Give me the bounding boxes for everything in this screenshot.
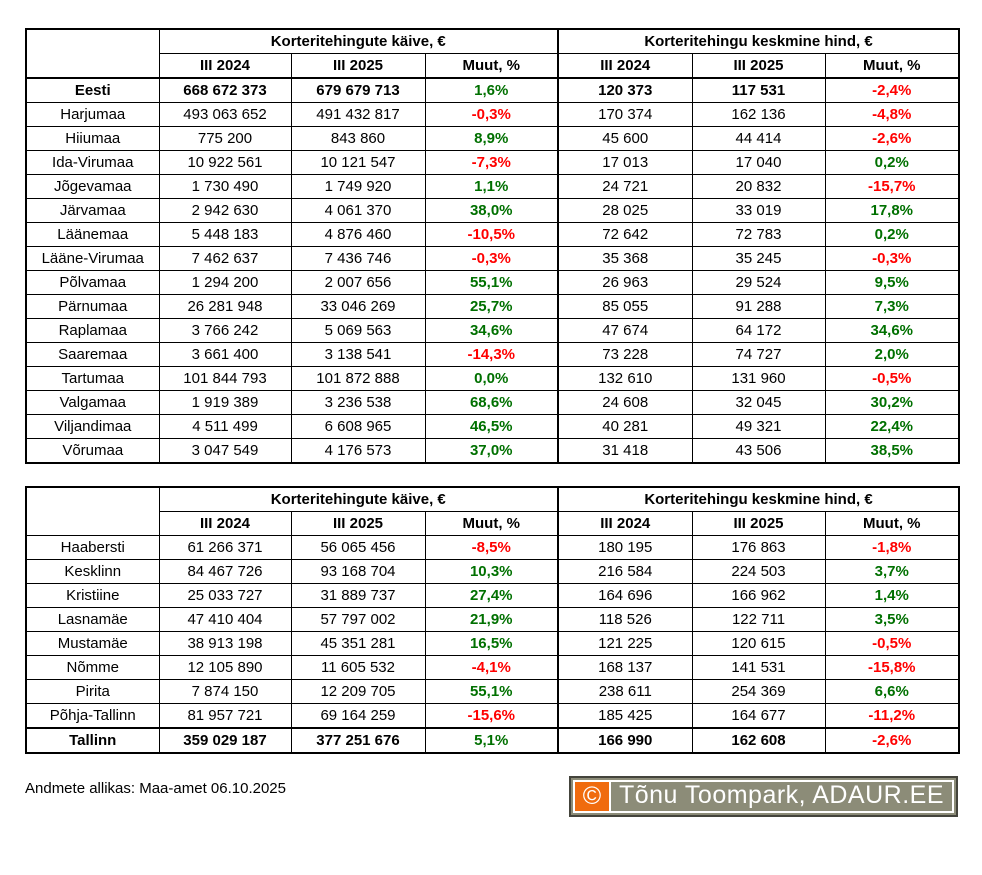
change-percent-cell: -0,3%	[425, 247, 558, 271]
change-percent-cell: 38,0%	[425, 199, 558, 223]
col-header-iii-2025: III 2025	[692, 54, 825, 79]
row-label: Pirita	[26, 680, 159, 704]
value-cell: 254 369	[692, 680, 825, 704]
value-cell: 170 374	[558, 103, 692, 127]
change-percent-cell: 34,6%	[825, 319, 959, 343]
row-label: Tallinn	[26, 728, 159, 753]
row-label: Raplamaa	[26, 319, 159, 343]
col-header-iii-2025: III 2025	[291, 512, 425, 536]
value-cell: 162 136	[692, 103, 825, 127]
table-row	[26, 632, 959, 656]
value-cell: 118 526	[558, 608, 692, 632]
value-cell: 5 069 563	[291, 319, 425, 343]
value-cell: 29 524	[692, 271, 825, 295]
value-cell: 10 121 547	[291, 151, 425, 175]
change-percent-cell: 0,2%	[825, 223, 959, 247]
change-percent-cell: -15,8%	[825, 656, 959, 680]
value-cell: 775 200	[159, 127, 291, 151]
change-percent-cell: -2,4%	[825, 78, 959, 103]
value-cell: 216 584	[558, 560, 692, 584]
value-cell: 69 164 259	[291, 704, 425, 729]
table-row	[26, 656, 959, 680]
value-cell: 35 245	[692, 247, 825, 271]
value-cell: 3 236 538	[291, 391, 425, 415]
value-cell: 33 046 269	[291, 295, 425, 319]
turnover-group-header: Korteritehingute käive, €	[159, 29, 558, 54]
value-cell: 679 679 713	[291, 78, 425, 103]
watermark-inner	[573, 780, 954, 813]
value-cell: 11 605 532	[291, 656, 425, 680]
value-cell: 7 462 637	[159, 247, 291, 271]
corner-cell	[26, 29, 159, 78]
col-header-muut: Muut, %	[425, 54, 558, 79]
value-cell: 101 844 793	[159, 367, 291, 391]
value-cell: 31 889 737	[291, 584, 425, 608]
change-percent-cell: 21,9%	[425, 608, 558, 632]
table-row	[26, 78, 959, 103]
change-percent-cell: -0,5%	[825, 632, 959, 656]
value-cell: 47 410 404	[159, 608, 291, 632]
value-cell: 38 913 198	[159, 632, 291, 656]
table-row	[26, 391, 959, 415]
table-row	[26, 536, 959, 560]
value-cell: 24 608	[558, 391, 692, 415]
row-label: Haabersti	[26, 536, 159, 560]
value-cell: 49 321	[692, 415, 825, 439]
value-cell: 162 608	[692, 728, 825, 753]
table-row	[26, 584, 959, 608]
value-cell: 64 172	[692, 319, 825, 343]
value-cell: 1 749 920	[291, 175, 425, 199]
change-percent-cell: -8,5%	[425, 536, 558, 560]
value-cell: 168 137	[558, 656, 692, 680]
watermark-text: Tõnu Toompark, ADAUR.EE	[618, 781, 944, 809]
value-cell: 377 251 676	[291, 728, 425, 753]
change-percent-cell: 3,5%	[825, 608, 959, 632]
table-row	[26, 560, 959, 584]
value-cell: 3 661 400	[159, 343, 291, 367]
value-cell: 84 467 726	[159, 560, 291, 584]
change-percent-cell: 8,9%	[425, 127, 558, 151]
change-percent-cell: -15,6%	[425, 704, 558, 729]
change-percent-cell: 25,7%	[425, 295, 558, 319]
column-header-row	[26, 54, 959, 79]
table-row	[26, 367, 959, 391]
value-cell: 12 105 890	[159, 656, 291, 680]
col-header-iii-2025: III 2025	[291, 54, 425, 79]
value-cell: 7 436 746	[291, 247, 425, 271]
value-cell: 3 138 541	[291, 343, 425, 367]
value-cell: 185 425	[558, 704, 692, 729]
value-cell: 74 727	[692, 343, 825, 367]
table-row	[26, 295, 959, 319]
table-row	[26, 223, 959, 247]
change-percent-cell: -0,5%	[825, 367, 959, 391]
watermark-badge	[569, 776, 958, 817]
row-label: Viljandimaa	[26, 415, 159, 439]
value-cell: 17 040	[692, 151, 825, 175]
table-row	[26, 151, 959, 175]
value-cell: 45 351 281	[291, 632, 425, 656]
value-cell: 1 294 200	[159, 271, 291, 295]
change-percent-cell: -1,8%	[825, 536, 959, 560]
value-cell: 72 783	[692, 223, 825, 247]
change-percent-cell: -4,1%	[425, 656, 558, 680]
value-cell: 668 672 373	[159, 78, 291, 103]
table-row	[26, 680, 959, 704]
row-label: Lasnamäe	[26, 608, 159, 632]
value-cell: 141 531	[692, 656, 825, 680]
table-row	[26, 608, 959, 632]
value-cell: 359 029 187	[159, 728, 291, 753]
change-percent-cell: 27,4%	[425, 584, 558, 608]
value-cell: 117 531	[692, 78, 825, 103]
row-label: Saaremaa	[26, 343, 159, 367]
change-percent-cell: 68,6%	[425, 391, 558, 415]
change-percent-cell: 9,5%	[825, 271, 959, 295]
row-label: Põhja-Tallinn	[26, 704, 159, 729]
change-percent-cell: -14,3%	[425, 343, 558, 367]
change-percent-cell: 38,5%	[825, 439, 959, 464]
value-cell: 164 677	[692, 704, 825, 729]
change-percent-cell: 0,2%	[825, 151, 959, 175]
county-table	[25, 28, 960, 464]
column-header-row	[26, 512, 959, 536]
change-percent-cell: 1,6%	[425, 78, 558, 103]
value-cell: 40 281	[558, 415, 692, 439]
turnover-group-header: Korteritehingute käive, €	[159, 487, 558, 512]
value-cell: 91 288	[692, 295, 825, 319]
value-cell: 120 373	[558, 78, 692, 103]
row-label: Tartumaa	[26, 367, 159, 391]
value-cell: 176 863	[692, 536, 825, 560]
change-percent-cell: 17,8%	[825, 199, 959, 223]
value-cell: 31 418	[558, 439, 692, 464]
value-cell: 45 600	[558, 127, 692, 151]
table-row	[26, 415, 959, 439]
value-cell: 121 225	[558, 632, 692, 656]
col-header-muut: Muut, %	[425, 512, 558, 536]
table-row	[26, 103, 959, 127]
tallinn-district-table	[25, 486, 960, 754]
table-row	[26, 319, 959, 343]
value-cell: 10 922 561	[159, 151, 291, 175]
change-percent-cell: 22,4%	[825, 415, 959, 439]
data-source-text: Andmete allikas: Maa-amet 06.10.2025	[25, 780, 286, 797]
value-cell: 93 168 704	[291, 560, 425, 584]
value-cell: 493 063 652	[159, 103, 291, 127]
value-cell: 44 414	[692, 127, 825, 151]
value-cell: 72 642	[558, 223, 692, 247]
value-cell: 164 696	[558, 584, 692, 608]
group-header-row	[26, 29, 959, 54]
value-cell: 224 503	[692, 560, 825, 584]
table-row	[26, 271, 959, 295]
table-row	[26, 175, 959, 199]
table-row	[26, 199, 959, 223]
value-cell: 12 209 705	[291, 680, 425, 704]
value-cell: 101 872 888	[291, 367, 425, 391]
change-percent-cell: -15,7%	[825, 175, 959, 199]
value-cell: 57 797 002	[291, 608, 425, 632]
col-header-iii-2024: III 2024	[159, 512, 291, 536]
value-cell: 43 506	[692, 439, 825, 464]
table-row	[26, 728, 959, 753]
value-cell: 122 711	[692, 608, 825, 632]
change-percent-cell: 16,5%	[425, 632, 558, 656]
value-cell: 132 610	[558, 367, 692, 391]
avg-price-group-header: Korteritehingu keskmine hind, €	[558, 29, 959, 54]
value-cell: 2 007 656	[291, 271, 425, 295]
change-percent-cell: 5,1%	[425, 728, 558, 753]
value-cell: 238 611	[558, 680, 692, 704]
row-label: Läänemaa	[26, 223, 159, 247]
row-label: Põlvamaa	[26, 271, 159, 295]
value-cell: 843 860	[291, 127, 425, 151]
table-row	[26, 439, 959, 464]
col-header-iii-2024: III 2024	[159, 54, 291, 79]
change-percent-cell: -0,3%	[825, 247, 959, 271]
change-percent-cell: 1,1%	[425, 175, 558, 199]
change-percent-cell: -2,6%	[825, 728, 959, 753]
change-percent-cell: 10,3%	[425, 560, 558, 584]
value-cell: 81 957 721	[159, 704, 291, 729]
row-label: Pärnumaa	[26, 295, 159, 319]
value-cell: 85 055	[558, 295, 692, 319]
value-cell: 180 195	[558, 536, 692, 560]
value-cell: 33 019	[692, 199, 825, 223]
row-label: Nõmme	[26, 656, 159, 680]
row-label: Kristiine	[26, 584, 159, 608]
row-label: Mustamäe	[26, 632, 159, 656]
change-percent-cell: 34,6%	[425, 319, 558, 343]
value-cell: 6 608 965	[291, 415, 425, 439]
col-header-iii-2025: III 2025	[692, 512, 825, 536]
row-label: Lääne-Virumaa	[26, 247, 159, 271]
change-percent-cell: -7,3%	[425, 151, 558, 175]
col-header-muut: Muut, %	[825, 512, 959, 536]
value-cell: 61 266 371	[159, 536, 291, 560]
change-percent-cell: 6,6%	[825, 680, 959, 704]
change-percent-cell: 7,3%	[825, 295, 959, 319]
row-label: Kesklinn	[26, 560, 159, 584]
change-percent-cell: 30,2%	[825, 391, 959, 415]
change-percent-cell: 55,1%	[425, 271, 558, 295]
row-label: Valgamaa	[26, 391, 159, 415]
value-cell: 24 721	[558, 175, 692, 199]
row-label: Harjumaa	[26, 103, 159, 127]
corner-cell	[26, 487, 159, 536]
table-row	[26, 247, 959, 271]
value-cell: 26 281 948	[159, 295, 291, 319]
value-cell: 4 176 573	[291, 439, 425, 464]
value-cell: 4 511 499	[159, 415, 291, 439]
value-cell: 131 960	[692, 367, 825, 391]
col-header-iii-2024: III 2024	[558, 512, 692, 536]
value-cell: 3 047 549	[159, 439, 291, 464]
value-cell: 1 730 490	[159, 175, 291, 199]
value-cell: 491 432 817	[291, 103, 425, 127]
value-cell: 1 919 389	[159, 391, 291, 415]
copyright-icon: ©	[575, 782, 611, 811]
row-label: Ida-Virumaa	[26, 151, 159, 175]
table-row	[26, 343, 959, 367]
value-cell: 20 832	[692, 175, 825, 199]
table-row	[26, 127, 959, 151]
value-cell: 166 990	[558, 728, 692, 753]
value-cell: 4 876 460	[291, 223, 425, 247]
value-cell: 32 045	[692, 391, 825, 415]
value-cell: 73 228	[558, 343, 692, 367]
value-cell: 17 013	[558, 151, 692, 175]
change-percent-cell: -2,6%	[825, 127, 959, 151]
col-header-muut: Muut, %	[825, 54, 959, 79]
value-cell: 35 368	[558, 247, 692, 271]
value-cell: 120 615	[692, 632, 825, 656]
change-percent-cell: 46,5%	[425, 415, 558, 439]
change-percent-cell: 37,0%	[425, 439, 558, 464]
value-cell: 25 033 727	[159, 584, 291, 608]
value-cell: 3 766 242	[159, 319, 291, 343]
value-cell: 47 674	[558, 319, 692, 343]
value-cell: 56 065 456	[291, 536, 425, 560]
change-percent-cell: -10,5%	[425, 223, 558, 247]
value-cell: 4 061 370	[291, 199, 425, 223]
value-cell: 7 874 150	[159, 680, 291, 704]
avg-price-group-header: Korteritehingu keskmine hind, €	[558, 487, 959, 512]
value-cell: 26 963	[558, 271, 692, 295]
change-percent-cell: 1,4%	[825, 584, 959, 608]
change-percent-cell: 55,1%	[425, 680, 558, 704]
footer	[25, 776, 958, 817]
table-row	[26, 704, 959, 729]
value-cell: 166 962	[692, 584, 825, 608]
row-label: Võrumaa	[26, 439, 159, 464]
value-cell: 28 025	[558, 199, 692, 223]
change-percent-cell: -11,2%	[825, 704, 959, 729]
row-label: Hiiumaa	[26, 127, 159, 151]
change-percent-cell: 3,7%	[825, 560, 959, 584]
group-header-row	[26, 487, 959, 512]
value-cell: 5 448 183	[159, 223, 291, 247]
row-label: Jõgevamaa	[26, 175, 159, 199]
change-percent-cell: -4,8%	[825, 103, 959, 127]
row-label: Järvamaa	[26, 199, 159, 223]
value-cell: 2 942 630	[159, 199, 291, 223]
row-label: Eesti	[26, 78, 159, 103]
col-header-iii-2024: III 2024	[558, 54, 692, 79]
change-percent-cell: 0,0%	[425, 367, 558, 391]
change-percent-cell: -0,3%	[425, 103, 558, 127]
change-percent-cell: 2,0%	[825, 343, 959, 367]
